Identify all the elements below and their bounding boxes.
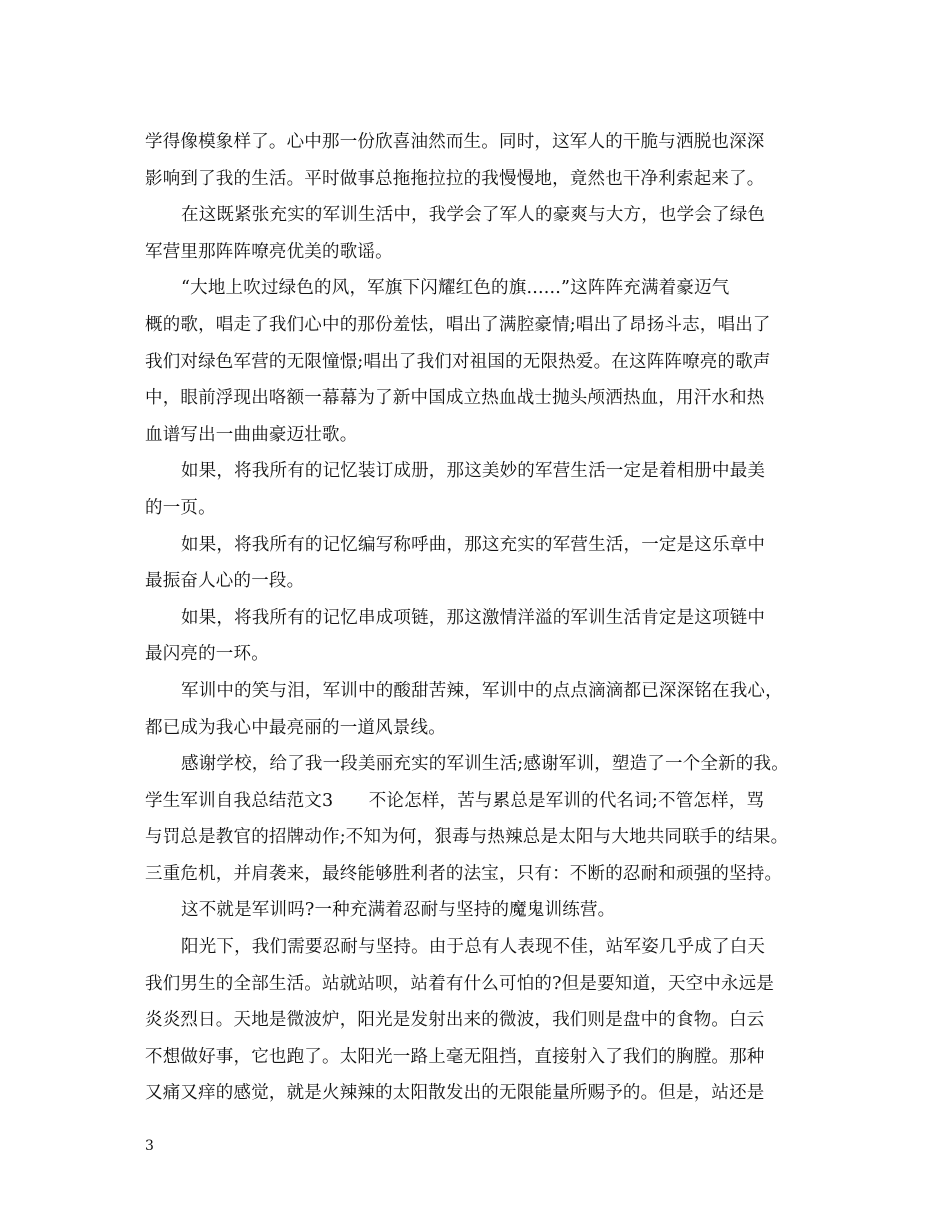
text-line: 我们对绿色军营的无限憧憬;唱出了我们对祖国的无限热爱。在这阵阵嘹亮的歌声 <box>145 351 771 372</box>
text-line: 最闪亮的一环。 <box>145 644 269 665</box>
text-line: 如果，将我所有的记忆编写称呼曲，那这充实的军营生活，一定是这乐章中 <box>181 534 766 555</box>
text-line: 学得像模象样了。心中那一份欣喜油然而生。同时，这军人的干脆与洒脱也深深 <box>145 132 765 152</box>
text-line: 感谢学校，给了我一段美丽充实的军训生活;感谢军训，塑造了一个全新的我。 <box>181 754 789 775</box>
page-number: 3 <box>145 1138 154 1154</box>
text-line: 军训中的笑与泪，军训中的酸甜苦辣，军训中的点点滴滴都已深深铭在我心， <box>181 680 783 701</box>
text-line: 都已成为我心中最亮丽的一道风景线。 <box>145 717 446 738</box>
text-line: 阳光下，我们需要忍耐与坚持。由于总有人表现不佳，站军姿几乎成了白天 <box>181 937 766 958</box>
text-line: 如果，将我所有的记忆串成项链，那这激情洋溢的军训生活肯定是这项链中 <box>181 607 766 628</box>
text-line: 最振奋人心的一段。 <box>145 571 305 592</box>
text-line: 我们男生的全部生活。站就站呗，站着有什么可怕的?但是要知道，天空中永远是 <box>145 973 775 994</box>
text-line: “大地上吹过绿色的风，军旗下闪耀红色的旗......”这阵阵充满着豪迈气 <box>181 278 730 299</box>
text-line: 不想做好事，它也跑了。太阳光一路上毫无阻挡，直接射入了我们的胸膛。那种 <box>145 1046 765 1067</box>
text-line: 学生军训自我总结范文3 不论怎样，苦与累总是军训的代名词;不管怎样，骂 <box>145 790 765 811</box>
text-line: 三重危机，并肩袭来，最终能够胜利者的法宝，只有：不断的忍耐和顽强的坚持。 <box>145 863 783 884</box>
text-line: 又痛又痒的感觉，就是火辣辣的太阳散发出的无限能量所赐予的。但是，站还是 <box>145 1083 765 1104</box>
text-line: 血谱写出一曲曲豪迈壮歌。 <box>145 424 358 445</box>
text-line: 影响到了我的生活。平时做事总拖拖拉拉的我慢慢地，竟然也干净利索起来了。 <box>145 168 765 189</box>
text-line: 中，眼前浮现出咯额一幕幕为了新中国成立热血战士抛头颅洒热血，用汗水和热 <box>145 388 765 409</box>
text-line: 在这既紧张充实的军训生活中，我学会了军人的豪爽与大方，也学会了绿色 <box>181 205 766 226</box>
body-text <box>145 124 825 1112</box>
text-line: 这不就是军训吗?一种充满着忍耐与坚持的魔鬼训练营。 <box>181 900 616 921</box>
text-line: 的一页。 <box>145 497 216 518</box>
text-line: 军营里那阵阵嘹亮优美的歌谣。 <box>145 241 393 262</box>
text-line: 炎炎烈日。天地是微波炉，阳光是发射出来的微波，我们则是盘中的食物。白云 <box>145 1010 765 1031</box>
text-line: 概的歌，唱走了我们心中的那份羞怯，唱出了满腔豪情;唱出了昂扬斗志，唱出了 <box>145 314 771 335</box>
text-line: 与罚总是教官的招牌动作;不知为何，狠毒与热辣总是太阳与大地共同联手的结果。 <box>145 827 789 848</box>
text-line: 如果，将我所有的记忆装订成册，那这美妙的军营生活一定是着相册中最美 <box>181 461 766 482</box>
